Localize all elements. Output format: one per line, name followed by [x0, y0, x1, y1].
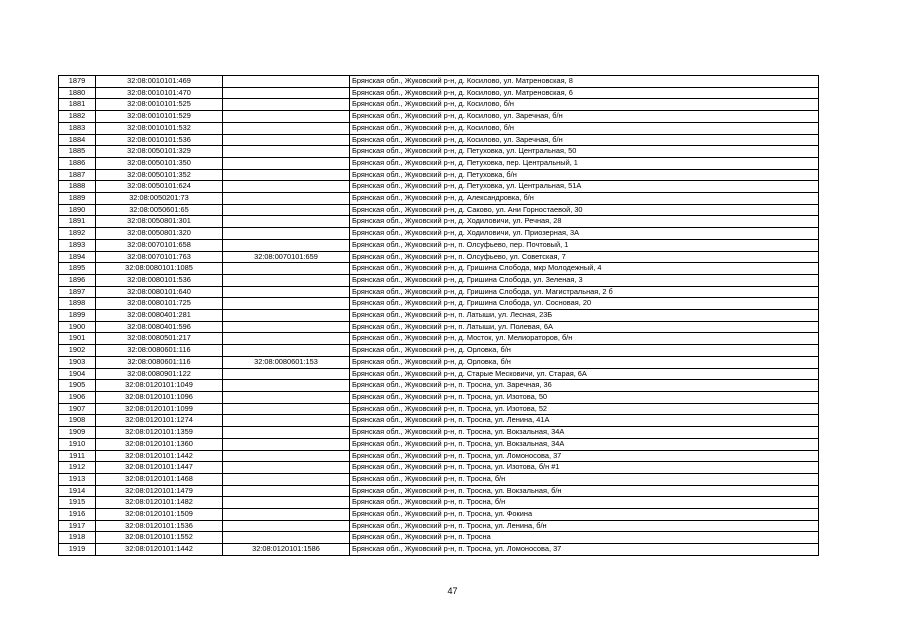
parent-cadastral-number-cell — [223, 403, 350, 415]
parent-cadastral-number-cell — [223, 216, 350, 228]
row-number-cell: 1902 — [59, 345, 96, 357]
cadastral-number-cell: 32:08:0050601:65 — [96, 204, 223, 216]
table-row — [59, 228, 819, 240]
address-cell: Брянская обл., Жуковский р-н, п. Тросна, ул. Ломоносова, 37 — [350, 450, 819, 462]
address-cell: Брянская обл., Жуковский р-н, п. Тросна, б/н — [350, 497, 819, 509]
row-number-cell: 1886 — [59, 157, 96, 169]
row-number-cell: 1880 — [59, 87, 96, 99]
table-row — [59, 239, 819, 251]
table-row — [59, 146, 819, 158]
row-number-cell: 1892 — [59, 228, 96, 240]
cadastral-number-cell: 32:08:0120101:1482 — [96, 497, 223, 509]
address-cell: Брянская обл., Жуковский р-н, д. Петуховка, ул. Центральная, 50 — [350, 146, 819, 158]
address-cell: Брянская обл., Жуковский р-н, п. Тросна, ул. Ломоносова, 37 — [350, 544, 819, 556]
cadastral-number-cell: 32:08:0080101:725 — [96, 298, 223, 310]
registry-table — [58, 75, 819, 556]
table-row — [59, 286, 819, 298]
table-row — [59, 380, 819, 392]
row-number-cell: 1898 — [59, 298, 96, 310]
row-number-cell: 1914 — [59, 485, 96, 497]
row-number-cell: 1897 — [59, 286, 96, 298]
row-number-cell: 1908 — [59, 415, 96, 427]
row-number-cell: 1893 — [59, 239, 96, 251]
table-row — [59, 403, 819, 415]
table-row — [59, 520, 819, 532]
table-row — [59, 532, 819, 544]
cadastral-number-cell: 32:08:0070101:763 — [96, 251, 223, 263]
row-number-cell: 1918 — [59, 532, 96, 544]
row-number-cell: 1917 — [59, 520, 96, 532]
row-number-cell: 1899 — [59, 310, 96, 322]
address-cell: Брянская обл., Жуковский р-н, п. Тросна, ул. Изотова, б/н #1 — [350, 462, 819, 474]
parent-cadastral-number-cell — [223, 485, 350, 497]
row-number-cell: 1910 — [59, 438, 96, 450]
parent-cadastral-number-cell — [223, 450, 350, 462]
row-number-cell: 1905 — [59, 380, 96, 392]
table-row — [59, 310, 819, 322]
cadastral-number-cell: 32:08:0080401:596 — [96, 321, 223, 333]
parent-cadastral-number-cell — [223, 146, 350, 158]
row-number-cell: 1881 — [59, 99, 96, 111]
parent-cadastral-number-cell: 32:08:0120101:1586 — [223, 544, 350, 556]
row-number-cell: 1906 — [59, 391, 96, 403]
cadastral-number-cell: 32:08:0080901:122 — [96, 368, 223, 380]
row-number-cell: 1891 — [59, 216, 96, 228]
cadastral-number-cell: 32:08:0080101:1085 — [96, 263, 223, 275]
parent-cadastral-number-cell — [223, 473, 350, 485]
parent-cadastral-number-cell — [223, 274, 350, 286]
address-cell: Брянская обл., Жуковский р-н, п. Тросна, ул. Вокзальная, б/н — [350, 485, 819, 497]
parent-cadastral-number-cell — [223, 157, 350, 169]
address-cell: Брянская обл., Жуковский р-н, д. Гришина Слобода, мкр Молодежный, 4 — [350, 263, 819, 275]
address-cell: Брянская обл., Жуковский р-н, д. Гришина Слобода, ул. Магистральная, 2 б — [350, 286, 819, 298]
address-cell: Брянская обл., Жуковский р-н, п. Тросна, ул. Вокзальная, 34А — [350, 438, 819, 450]
parent-cadastral-number-cell — [223, 310, 350, 322]
address-cell: Брянская обл., Жуковский р-н, д. Косилово, б/н — [350, 122, 819, 134]
table-row — [59, 356, 819, 368]
row-number-cell: 1912 — [59, 462, 96, 474]
address-cell: Брянская обл., Жуковский р-н, д. Орловка, б/н — [350, 356, 819, 368]
registry-table-body — [59, 76, 819, 556]
cadastral-number-cell: 32:08:0010101:470 — [96, 87, 223, 99]
table-row — [59, 298, 819, 310]
address-cell: Брянская обл., Жуковский р-н, п. Тросна, ул. Вокзальная, 34А — [350, 427, 819, 439]
cadastral-number-cell: 32:08:0050101:329 — [96, 146, 223, 158]
address-cell: Брянская обл., Жуковский р-н, д. Косилово, ул. Матреновская, 6 — [350, 87, 819, 99]
page-number: 47 — [447, 586, 458, 596]
cadastral-number-cell: 32:08:0120101:1536 — [96, 520, 223, 532]
row-number-cell: 1916 — [59, 509, 96, 521]
row-number-cell: 1909 — [59, 427, 96, 439]
parent-cadastral-number-cell — [223, 438, 350, 450]
row-number-cell: 1894 — [59, 251, 96, 263]
table-row — [59, 216, 819, 228]
table-row — [59, 193, 819, 205]
address-cell: Брянская обл., Жуковский р-н, п. Олсуфьево, пер. Почтовый, 1 — [350, 239, 819, 251]
table-row — [59, 204, 819, 216]
cadastral-number-cell: 32:08:0050801:301 — [96, 216, 223, 228]
table-row — [59, 427, 819, 439]
address-cell: Брянская обл., Жуковский р-н, д. Гришина Слобода, ул. Зеленая, 3 — [350, 274, 819, 286]
parent-cadastral-number-cell: 32:08:0080601:153 — [223, 356, 350, 368]
parent-cadastral-number-cell — [223, 427, 350, 439]
table-row — [59, 368, 819, 380]
row-number-cell: 1904 — [59, 368, 96, 380]
parent-cadastral-number-cell — [223, 380, 350, 392]
table-row — [59, 134, 819, 146]
table-row — [59, 111, 819, 123]
cadastral-number-cell: 32:08:0120101:1509 — [96, 509, 223, 521]
cadastral-number-cell: 32:08:0120101:1479 — [96, 485, 223, 497]
cadastral-number-cell: 32:08:0120101:1099 — [96, 403, 223, 415]
parent-cadastral-number-cell — [223, 532, 350, 544]
table-row — [59, 544, 819, 556]
row-number-cell: 1907 — [59, 403, 96, 415]
cadastral-number-cell: 32:08:0080501:217 — [96, 333, 223, 345]
row-number-cell: 1884 — [59, 134, 96, 146]
address-cell: Брянская обл., Жуковский р-н, д. Гришина Слобода, ул. Сосновая, 20 — [350, 298, 819, 310]
cadastral-number-cell: 32:08:0050101:350 — [96, 157, 223, 169]
row-number-cell: 1895 — [59, 263, 96, 275]
parent-cadastral-number-cell — [223, 497, 350, 509]
table-row — [59, 485, 819, 497]
table-row — [59, 274, 819, 286]
address-cell: Брянская обл., Жуковский р-н, п. Тросна, ул. Ленина, б/н — [350, 520, 819, 532]
table-row — [59, 122, 819, 134]
table-row — [59, 462, 819, 474]
parent-cadastral-number-cell — [223, 87, 350, 99]
parent-cadastral-number-cell — [223, 520, 350, 532]
row-number-cell: 1900 — [59, 321, 96, 333]
address-cell: Брянская обл., Жуковский р-н, п. Тросна, ул. Заречная, 36 — [350, 380, 819, 392]
parent-cadastral-number-cell — [223, 122, 350, 134]
table-row — [59, 345, 819, 357]
address-cell: Брянская обл., Жуковский р-н, д. Косилово, ул. Матреновская, 8 — [350, 76, 819, 88]
row-number-cell: 1903 — [59, 356, 96, 368]
address-cell: Брянская обл., Жуковский р-н, п. Тросна, б/н — [350, 473, 819, 485]
cadastral-number-cell: 32:08:0050201:73 — [96, 193, 223, 205]
table-row — [59, 391, 819, 403]
cadastral-number-cell: 32:08:0050101:352 — [96, 169, 223, 181]
parent-cadastral-number-cell — [223, 228, 350, 240]
parent-cadastral-number-cell — [223, 509, 350, 521]
cadastral-number-cell: 32:08:0120101:1274 — [96, 415, 223, 427]
parent-cadastral-number-cell — [223, 204, 350, 216]
cadastral-number-cell: 32:08:0010101:532 — [96, 122, 223, 134]
cadastral-number-cell: 32:08:0080601:116 — [96, 345, 223, 357]
address-cell: Брянская обл., Жуковский р-н, п. Тросна, ул. Изотова, 50 — [350, 391, 819, 403]
parent-cadastral-number-cell — [223, 462, 350, 474]
address-cell: Брянская обл., Жуковский р-н, д. Косилово, ул. Заречная, б/н — [350, 134, 819, 146]
address-cell: Брянская обл., Жуковский р-н, д. Орловка, б/н — [350, 345, 819, 357]
cadastral-number-cell: 32:08:0080601:116 — [96, 356, 223, 368]
address-cell: Брянская обл., Жуковский р-н, п. Тросна, ул. Ленина, 41А — [350, 415, 819, 427]
row-number-cell: 1913 — [59, 473, 96, 485]
address-cell: Брянская обл., Жуковский р-н, д. Старые Месковичи, ул. Старая, 6А — [350, 368, 819, 380]
address-cell: Брянская обл., Жуковский р-н, д. Петуховка, пер. Центральный, 1 — [350, 157, 819, 169]
row-number-cell: 1896 — [59, 274, 96, 286]
parent-cadastral-number-cell: 32:08:0070101:659 — [223, 251, 350, 263]
parent-cadastral-number-cell — [223, 298, 350, 310]
parent-cadastral-number-cell — [223, 345, 350, 357]
parent-cadastral-number-cell — [223, 415, 350, 427]
table-row — [59, 450, 819, 462]
cadastral-number-cell: 32:08:0120101:1442 — [96, 450, 223, 462]
address-cell: Брянская обл., Жуковский р-н, д. Александровка, б/н — [350, 193, 819, 205]
parent-cadastral-number-cell — [223, 263, 350, 275]
row-number-cell: 1882 — [59, 111, 96, 123]
address-cell: Брянская обл., Жуковский р-н, д. Петуховка, ул. Центральная, 51А — [350, 181, 819, 193]
row-number-cell: 1885 — [59, 146, 96, 158]
address-cell: Брянская обл., Жуковский р-н, д. Косилово, б/н — [350, 99, 819, 111]
cadastral-number-cell: 32:08:0120101:1096 — [96, 391, 223, 403]
cadastral-number-cell: 32:08:0120101:1468 — [96, 473, 223, 485]
cadastral-number-cell: 32:08:0120101:1447 — [96, 462, 223, 474]
table-row — [59, 87, 819, 99]
table-row — [59, 509, 819, 521]
cadastral-number-cell: 32:08:0120101:1359 — [96, 427, 223, 439]
row-number-cell: 1888 — [59, 181, 96, 193]
address-cell: Брянская обл., Жуковский р-н, п. Тросна, ул. Изотова, 52 — [350, 403, 819, 415]
cadastral-number-cell: 32:08:0010101:525 — [96, 99, 223, 111]
address-cell: Брянская обл., Жуковский р-н, п. Латыши, ул. Лесная, 23Б — [350, 310, 819, 322]
row-number-cell: 1911 — [59, 450, 96, 462]
parent-cadastral-number-cell — [223, 391, 350, 403]
parent-cadastral-number-cell — [223, 193, 350, 205]
cadastral-number-cell: 32:08:0120101:1049 — [96, 380, 223, 392]
parent-cadastral-number-cell — [223, 321, 350, 333]
table-row — [59, 473, 819, 485]
cadastral-number-cell: 32:08:0010101:469 — [96, 76, 223, 88]
cadastral-number-cell: 32:08:0080101:640 — [96, 286, 223, 298]
parent-cadastral-number-cell — [223, 99, 350, 111]
cadastral-number-cell: 32:08:0120101:1552 — [96, 532, 223, 544]
table-row — [59, 415, 819, 427]
cadastral-number-cell: 32:08:0070101:658 — [96, 239, 223, 251]
cadastral-number-cell: 32:08:0120101:1442 — [96, 544, 223, 556]
cadastral-number-cell: 32:08:0080401:281 — [96, 310, 223, 322]
table-row — [59, 76, 819, 88]
cadastral-number-cell: 32:08:0010101:536 — [96, 134, 223, 146]
row-number-cell: 1879 — [59, 76, 96, 88]
address-cell: Брянская обл., Жуковский р-н, п. Тросна — [350, 532, 819, 544]
address-cell: Брянская обл., Жуковский р-н, д. Ходиловичи, ул. Речная, 28 — [350, 216, 819, 228]
table-row — [59, 438, 819, 450]
table-row — [59, 99, 819, 111]
row-number-cell: 1890 — [59, 204, 96, 216]
row-number-cell: 1883 — [59, 122, 96, 134]
cadastral-number-cell: 32:08:0010101:529 — [96, 111, 223, 123]
row-number-cell: 1919 — [59, 544, 96, 556]
address-cell: Брянская обл., Жуковский р-н, д. Косилово, ул. Заречная, б/н — [350, 111, 819, 123]
address-cell: Брянская обл., Жуковский р-н, п. Олсуфьево, ул. Советская, 7 — [350, 251, 819, 263]
parent-cadastral-number-cell — [223, 181, 350, 193]
address-cell: Брянская обл., Жуковский р-н, д. Петуховка, б/н — [350, 169, 819, 181]
parent-cadastral-number-cell — [223, 286, 350, 298]
cadastral-number-cell: 32:08:0050801:320 — [96, 228, 223, 240]
cadastral-number-cell: 32:08:0080101:536 — [96, 274, 223, 286]
parent-cadastral-number-cell — [223, 111, 350, 123]
table-row — [59, 497, 819, 509]
cadastral-number-cell: 32:08:0120101:1360 — [96, 438, 223, 450]
row-number-cell: 1887 — [59, 169, 96, 181]
parent-cadastral-number-cell — [223, 333, 350, 345]
parent-cadastral-number-cell — [223, 76, 350, 88]
parent-cadastral-number-cell — [223, 169, 350, 181]
row-number-cell: 1915 — [59, 497, 96, 509]
address-cell: Брянская обл., Жуковский р-н, д. Саково, ул. Ани Горностаевой, 30 — [350, 204, 819, 216]
table-row — [59, 333, 819, 345]
table-row — [59, 181, 819, 193]
table-row — [59, 157, 819, 169]
row-number-cell: 1889 — [59, 193, 96, 205]
table-row — [59, 321, 819, 333]
address-cell: Брянская обл., Жуковский р-н, п. Тросна, ул. Фокина — [350, 509, 819, 521]
row-number-cell: 1901 — [59, 333, 96, 345]
address-cell: Брянская обл., Жуковский р-н, п. Латыши, ул. Полевая, 6А — [350, 321, 819, 333]
address-cell: Брянская обл., Жуковский р-н, д. Мосток, ул. Мелиораторов, б/н — [350, 333, 819, 345]
table-row — [59, 169, 819, 181]
table-row — [59, 251, 819, 263]
cadastral-number-cell: 32:08:0050101:624 — [96, 181, 223, 193]
address-cell: Брянская обл., Жуковский р-н, д. Ходиловичи, ул. Приозерная, 3А — [350, 228, 819, 240]
parent-cadastral-number-cell — [223, 239, 350, 251]
parent-cadastral-number-cell — [223, 368, 350, 380]
table-row — [59, 263, 819, 275]
parent-cadastral-number-cell — [223, 134, 350, 146]
